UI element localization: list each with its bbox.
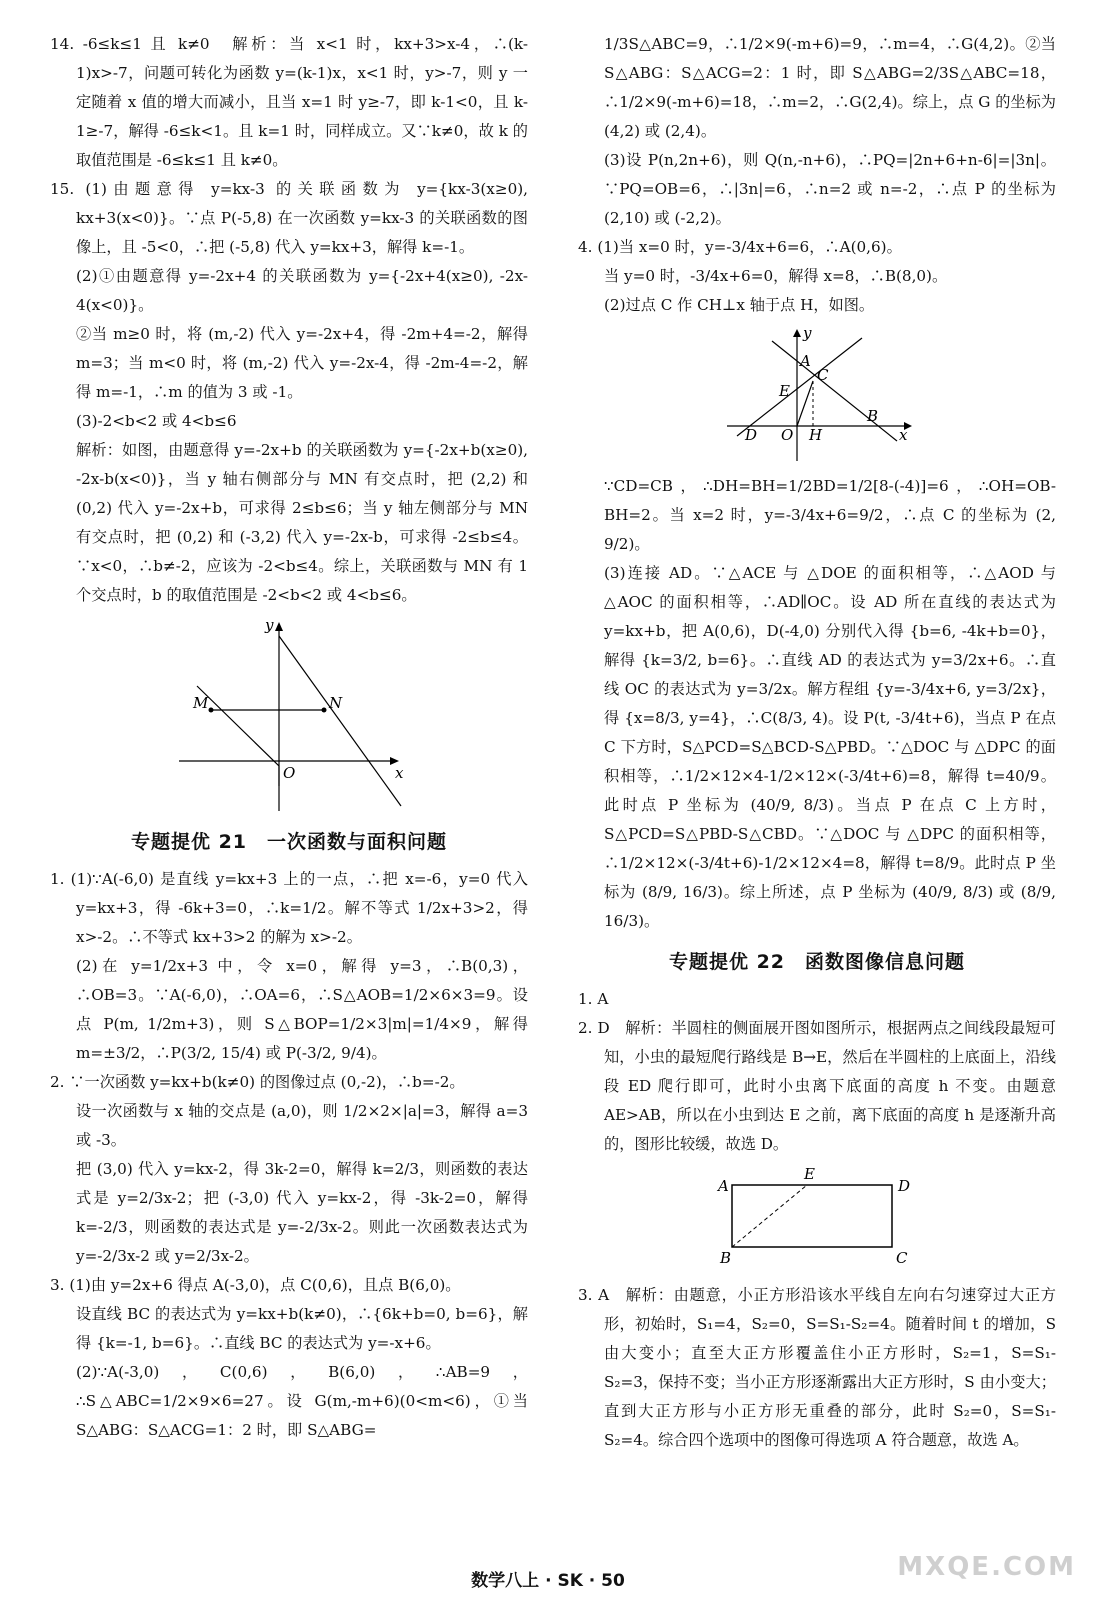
- y-axis-label: y: [803, 326, 812, 342]
- solution-paragraph: (3)设 P(n,2n+6)，则 Q(n,-n+6)，∴PQ=|2n+6+n-6|=|3n|。∵PQ=OB=6，∴|3n|=6，∴n=2 或 n=-2，∴点 P 的坐标为 (2,10) 或 (-2,2)。: [604, 151, 1056, 227]
- solution-paragraph: 1. (1)∵A(-6,0) 是直线 y=kx+3 上的一点，∴把 x=-6，y=0 代入 y=kx+3，得 -6k+3=0，∴k=1/2。解不等式 1/2x+3>2，得 x>-2。∴不等式 kx+3>2 的解为 x>-2。: [50, 870, 528, 946]
- figure-line-abcd: [717, 326, 917, 466]
- solution-paragraph: 14. -6≤k≤1 且 k≠0 解析：当 x<1 时，kx+3>x-4，∴(k-1)x>-7，问题可转化为函数 y=(k-1)x，x<1 时，y>-7，则 y 一定随着 x 值的增大而减小，且当 x=1 时 y≥-7，即 k-1<0，且 k-1≥-7，解得 -6≤k<1。且 k=1 时，同样成立。又∵k≠0，故 k 的取值范围是 -6≤k≤1 且 k≠0。: [50, 35, 528, 169]
- section-heading: 专题提优 22 函数图像信息问题: [668, 951, 966, 973]
- point-n-label: N: [329, 694, 343, 712]
- x-axis-label: x: [395, 764, 404, 782]
- solution-paragraph: (2)在 y=1/2x+3 中，令 x=0，解得 y=3，∴B(0,3)，∴OB=3。∵A(-6,0)，∴OA=6，∴S△AOB=1/2×6×3=9。设点 P(m, 1/2m+3)，则 S△BOP=1/2×3|m|=1/4×9，解得 m=±3/2，∴P(3/2, 15/4) 或 P(-3/2, 9/4)。: [76, 957, 528, 1062]
- left-column: [50, 30, 528, 1445]
- point-h-label: H: [809, 426, 823, 444]
- point-e-label: E: [804, 1165, 815, 1183]
- y-axis-label: y: [265, 616, 274, 634]
- point-b-label: B: [720, 1249, 732, 1267]
- point-m-label: M: [193, 694, 209, 712]
- solution-paragraph: (2)①由题意得 y=-2x+4 的关联函数为 y={-2x+4(x≥0), -2x-4(x<0)}。: [76, 267, 528, 314]
- origin-label: O: [283, 764, 296, 782]
- solution-paragraph: 1. A: [578, 990, 609, 1008]
- solution-paragraph: 15. (1)由题意得 y=kx-3 的关联函数为 y={kx-3(x≥0), kx+3(x<0)}。∵点 P(-5,8) 在一次函数 y=kx-3 的关联函数的图像上，且 -5<0，∴把 (-5,8) 代入 y=kx+3，解得 k=-1。: [50, 180, 528, 256]
- solution-paragraph: ②当 m≥0 时，将 (m,-2) 代入 y=-2x+4，得 -2m+4=-2，解得 m=3；当 m<0 时，将 (m,-2) 代入 y=-2x-4，得 -2m-4=-2，解得 m=-1，∴m 的值为 3 或 -1。: [76, 325, 528, 401]
- origin-label: O: [781, 426, 794, 444]
- solution-paragraph: ∵CD=CB，∴DH=BH=1/2BD=1/2[8-(-4)]=6，∴OH=OB-BH=2。当 x=2 时，y=-3/4x+6=9/2，∴点 C 的坐标为 (2, 9/2)。: [604, 477, 1056, 553]
- solution-paragraph: 2. ∵一次函数 y=kx+b(k≠0) 的图像过点 (0,-2)，∴b=-2。: [50, 1073, 465, 1091]
- solution-paragraph: 设直线 BC 的表达式为 y=kx+b(k≠0)，∴{6k+b=0, b=6}，解得 {k=-1, b=6}。∴直线 BC 的表达式为 y=-x+6。: [76, 1305, 528, 1352]
- figure-cylinder-net: [702, 1165, 932, 1275]
- point-a-label: A: [800, 352, 811, 370]
- solution-paragraph: (3)-2<b<2 或 4<b≤6: [76, 412, 237, 430]
- solution-paragraph: (3)连接 AD。∵△ACE 与 △DOE 的面积相等，∴△AOD 与 △AOC 的面积相等，∴AD∥OC。设 AD 所在直线的表达式为 y=kx+b，把 A(0,6)，D(-4,0) 分别代入得 {b=6, -4k+b=0}，解得 {k=3/2, b=6}。∴直线 AD 的表达式为 y=3/2x+6。∴直线 OC 的表达式为 y=3/2x。解方程组 {y=-3/4x+6, y=3/2x}，得 {x=8/3, y=4}，∴C(8/3, 4)。设 P(t, -3/4t+6)，当点 P 在点 C 下方时，S△PCD=S△BCD-S△PBD。∵△DOC 与 △DPC 的面积相等，∴1/2×12×4-1/2×12×(-3/4t+6)=8，解得 t=40/9。此时点 P 坐标为 (40/9, 8/3)。当点 P 在点 C 上方时，S△PCD=S△PBD-S△CBD。∵△DOC 与 △DPC 的面积相等，∴1/2×12×(-3/4t+6)-1/2×12×4=8，解得 t=8/9。此时点 P 坐标为 (8/9, 16/3)。综上所述，点 P 坐标为 (40/9, 8/3) 或 (8/9, 16/3)。: [604, 564, 1056, 930]
- solution-paragraph: 1/3S△ABC=9，∴1/2×9(-m+6)=9，∴m=4，∴G(4,2)。②当 S△ABG：S△ACG=2：1 时，即 S△ABG=2/3S△ABC=18，∴1/2×9(-m+6)=18，∴m=2，∴G(2,4)。综上，点 G 的坐标为 (4,2) 或 (2,4)。: [604, 35, 1056, 140]
- point-e-label: E: [779, 382, 790, 400]
- solution-paragraph: (2)∵A(-3,0)，C(0,6)，B(6,0)，∴AB=9，∴S△ABC=1/2×9×6=27。设 G(m,-m+6)(0<m<6)，①当 S△ABG：S△ACG=1：2 时，即 S△ABG=: [76, 1363, 528, 1439]
- solution-paragraph: 解析：如图，由题意得 y=-2x+b 的关联函数为 y={-2x+b(x≥0), -2x-b(x<0)}，当 y 轴右侧部分与 MN 有交点时，把 (2,2) 和 (0,2) 代入 y=-2x+b，可求得 2≤b≤6；当 y 轴左侧部分与 MN 有交点时，把 (0,2) 和 (-3,2) 代入 y=-2x-b，可求得 -2≤b≤4。∵x<0，∴b≠-2，应该为 -2<b≤4。综上，关联函数与 MN 有 1 个交点时，b 的取值范围是 -2<b<2 或 4<b≤6。: [76, 441, 528, 604]
- point-c-label: C: [896, 1249, 908, 1267]
- right-column: [578, 30, 1056, 1455]
- x-axis-label: x: [899, 426, 908, 444]
- solution-paragraph: 设一次函数与 x 轴的交点是 (a,0)，则 1/2×2×|a|=3，解得 a=3 或 -3。: [76, 1102, 528, 1149]
- solution-paragraph: 3. (1)由 y=2x+6 得点 A(-3,0)，点 C(0,6)，且点 B(6,0)。: [50, 1276, 461, 1294]
- figure-mn-graph: [169, 616, 409, 816]
- point-d-label: D: [898, 1177, 911, 1195]
- page-footer: 数学八上 · SK · 50: [471, 1571, 625, 1591]
- watermark: MXQE.COM: [897, 1552, 1076, 1582]
- solution-paragraph: 当 y=0 时，-3/4x+6=0，解得 x=8，∴B(8,0)。: [604, 267, 948, 285]
- solution-paragraph: 3. A 解析：由题意，小正方形沿该水平线自左向右匀速穿过大正方形，初始时，S₁=4，S₂=0，S=S₁-S₂=4。随着时间 t 的增加，S 由大变小；直至大正方形覆盖住小正方形时，S₂=1，S=S₁-S₂=3，保持不变；当小正方形逐渐露出大正方形时，S 由小变大；直到大正方形与小正方形无重叠的部分，此时 S₂=0，S=S₁-S₂=4。综合四个选项中的图像可得选项 A 符合题意，故选 A。: [578, 1286, 1056, 1449]
- point-d-label: D: [745, 426, 758, 444]
- section-heading: 专题提优 21 一次函数与面积问题: [130, 831, 448, 853]
- point-a-label: A: [718, 1177, 729, 1195]
- point-c-label: C: [817, 366, 829, 384]
- solution-paragraph: 把 (3,0) 代入 y=kx-2，得 3k-2=0，解得 k=2/3，则函数的表达式是 y=2/3x-2；把 (-3,0) 代入 y=kx-2，得 -3k-2=0，解得 k=-2/3，则函数的表达式是 y=-2/3x-2。则此一次函数表达式为 y=-2/3x-2 或 y=2/3x-2。: [76, 1160, 528, 1265]
- solution-paragraph: 2. D 解析：半圆柱的侧面展开图如图所示，根据两点之间线段最短可知，小虫的最短爬行路线是 B→E，然后在半圆柱的上底面上，沿线段 ED 爬行即可，此时小虫离下底面的高度 h 不变。由题意 AE>AB，所以在小虫到达 E 之前，离下底面的高度 h 是逐渐升高的，图形比较缓，故选 D。: [578, 1019, 1056, 1153]
- solution-paragraph: (2)过点 C 作 CH⊥x 轴于点 H，如图。: [604, 296, 875, 314]
- solution-paragraph: 4. (1)当 x=0 时，y=-3/4x+6=6，∴A(0,6)。: [578, 238, 902, 256]
- point-b-label: B: [867, 407, 879, 425]
